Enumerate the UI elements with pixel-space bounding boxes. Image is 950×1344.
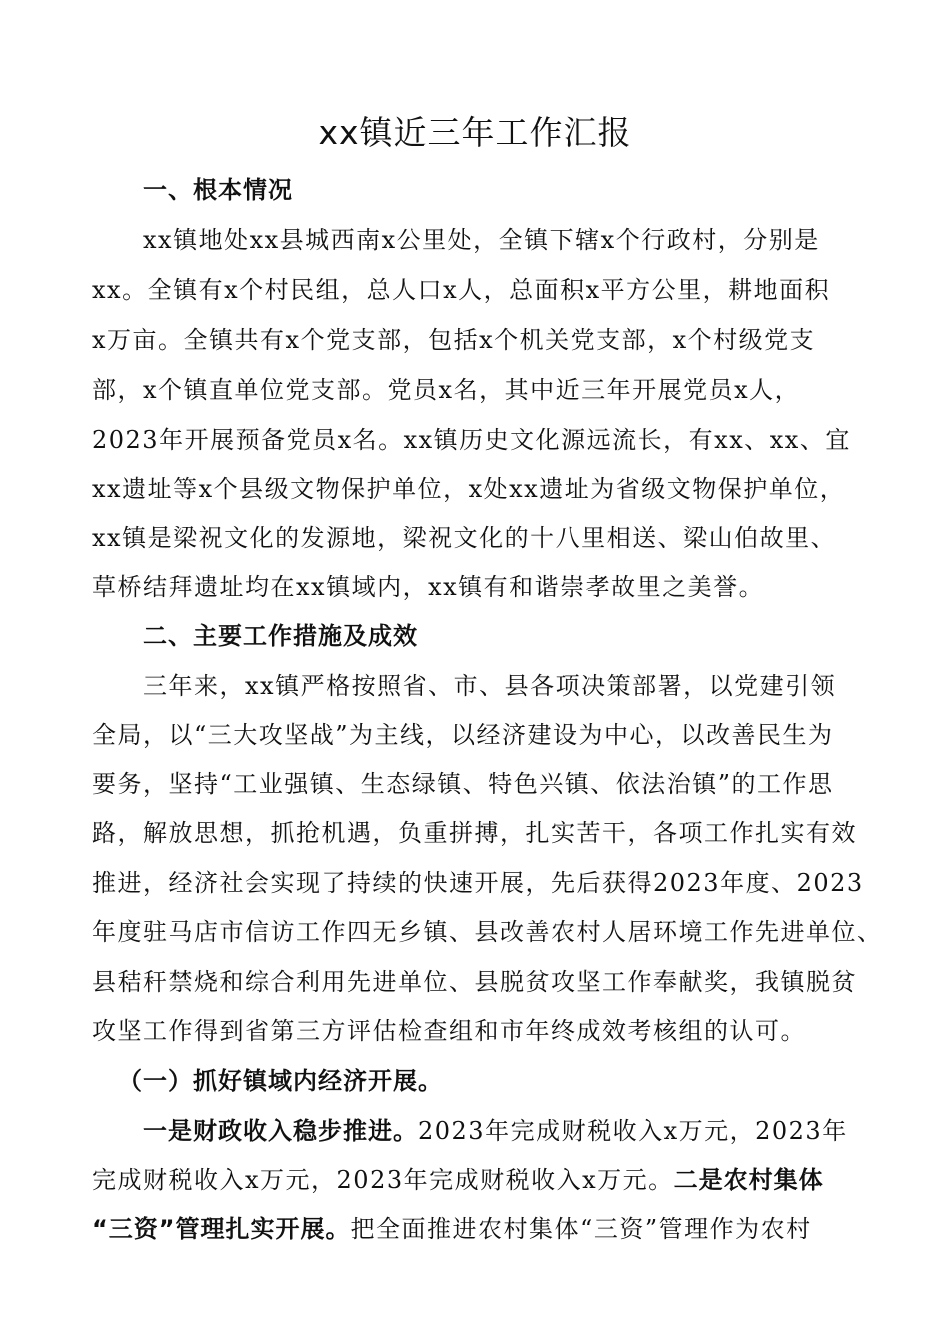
section-heading-main-measures: 二、主要工作措施及成效 bbox=[143, 622, 418, 650]
paragraph-line: xx遗址等x个县级文物保护单位，x处xx遗址为省级文物保护单位， bbox=[92, 475, 846, 503]
text-run: 完成财税收入x万元，2023年完成财税收入x万元。 bbox=[92, 1166, 674, 1194]
paragraph-line: 攻坚工作得到省第三方评估检查组和市年终成效考核组的认可。 bbox=[92, 1017, 806, 1045]
paragraph-line: 部，x个镇直单位党支部。党员x名，其中近三年开展党员x人， bbox=[92, 376, 801, 404]
paragraph-line: 路，解放思想，抓抢机遇，负重拼搏，扎实苦干，各项工作扎实有效 bbox=[92, 819, 857, 847]
paragraph-line: 2023年开展预备党员x名。xx镇历史文化源远流长，有xx、xx、宜 bbox=[92, 426, 851, 454]
text-run: 把全面推进农村集体“三资”管理作为农村 bbox=[350, 1215, 812, 1243]
paragraph-line: xx镇是梁祝文化的发源地，梁祝文化的十八里相送、梁山伯故里、 bbox=[92, 524, 837, 552]
subsection-heading-economy: （一）抓好镇域内经济开展。 bbox=[118, 1067, 443, 1095]
paragraph-line: 要务，坚持“工业强镇、生态绿镇、特色兴镇、依法治镇”的工作思 bbox=[92, 770, 834, 798]
paragraph-line: 全局，以“三大攻坚战”为主线，以经济建设为中心，以改善民生为 bbox=[92, 721, 834, 749]
document-title: xx镇近三年工作汇报 bbox=[318, 113, 632, 152]
paragraph-line bbox=[92, 1163, 824, 1197]
paragraph-line: 草桥结拜遗址均在xx镇域内，xx镇有和谐崇孝故里之美誉。 bbox=[92, 573, 765, 601]
bold-lead-phrase: 二是农村集体 bbox=[673, 1166, 824, 1194]
section-heading-basic-situation: 一、根本情况 bbox=[143, 176, 293, 204]
paragraph-line bbox=[143, 1114, 848, 1148]
text-run: 2023年完成财税收入x万元，2023年 bbox=[418, 1117, 848, 1145]
paragraph-line: xx。全镇有x个村民组，总人口x人，总面积x平方公里，耕地面积 bbox=[92, 276, 831, 304]
paragraph-line: x万亩。全镇共有x个党支部，包括x个机关党支部，x个村级党支 bbox=[92, 326, 816, 354]
paragraph-line bbox=[92, 1212, 812, 1246]
paragraph-line: 年度驻马店市信访工作四无乡镇、县改善农村人居环境工作先进单位、 bbox=[92, 918, 883, 946]
bold-lead-phrase: 一是财政收入稳步推进。 bbox=[143, 1117, 418, 1145]
paragraph-line: 三年来，xx镇严格按照省、市、县各项决策部署，以党建引领 bbox=[143, 672, 837, 700]
bold-lead-phrase: “三资”管理扎实开展。 bbox=[92, 1215, 351, 1243]
paragraph-line: 县秸秆禁烧和综合利用先进单位、县脱贫攻坚工作奉献奖，我镇脱贫 bbox=[92, 968, 857, 996]
paragraph-line: 推进，经济社会实现了持续的快速开展，先后获得2023年度、2023 bbox=[92, 869, 864, 897]
paragraph-line: xx镇地处xx县城西南x公里处，全镇下辖x个行政村，分别是 bbox=[143, 226, 820, 254]
